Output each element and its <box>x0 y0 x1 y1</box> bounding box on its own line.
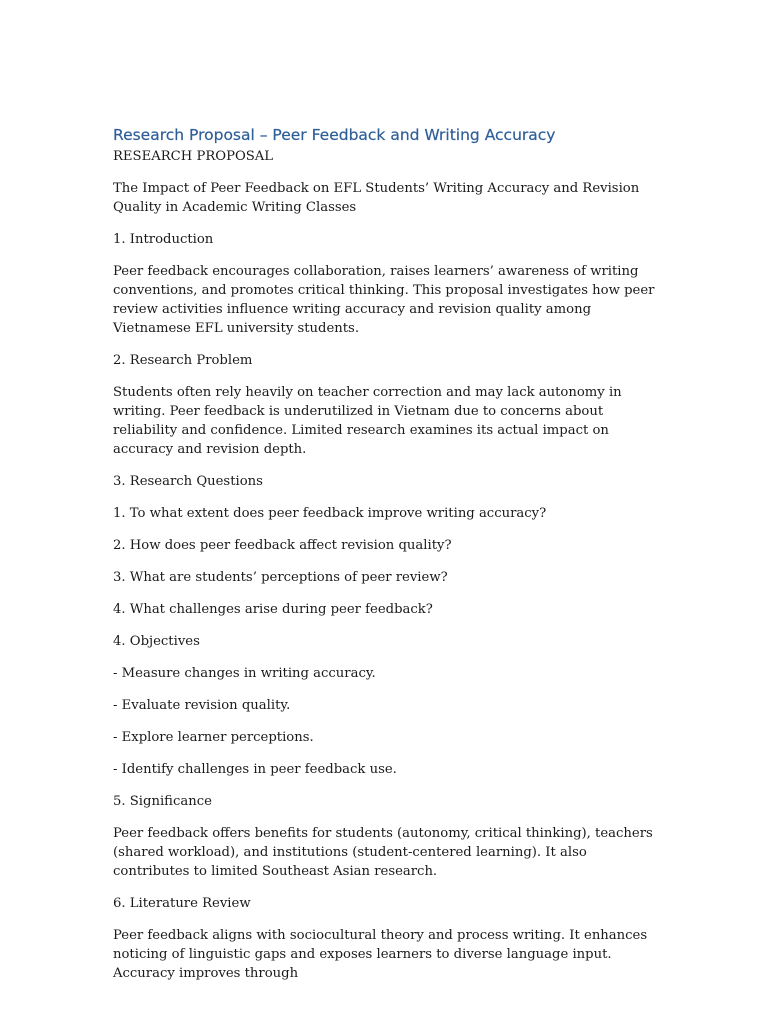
section-heading-literature-review: 6. Literature Review <box>113 896 251 911</box>
research-question-item: 1. To what extent does peer feedback improve writing accuracy? <box>113 506 547 521</box>
significance-paragraph: Peer feedback offers benefits for students (autonomy, critical thinking), teachers (shared workload), and institutions (student-centered learning). It also contributes to limited Southeast Asian research. <box>113 826 653 879</box>
proposal-full-title: The Impact of Peer Feedback on EFL Students’ Writing Accuracy and Revision Quality in Academic Writing Classes <box>113 181 640 215</box>
objective-item: - Explore learner perceptions. <box>113 730 314 745</box>
objective-item: - Identify challenges in peer feedback use. <box>113 762 397 777</box>
research-question-item: 2. How does peer feedback affect revision quality? <box>113 538 452 553</box>
introduction-paragraph: Peer feedback encourages collaboration, raises learners’ awareness of writing conventions, and promotes critical thinking. This proposal investigates how peer review activities influence writing accuracy and revision quality among Vietnamese EFL university students. <box>113 264 655 336</box>
section-heading-objectives: 4. Objectives <box>113 634 200 649</box>
document-title: Research Proposal – Peer Feedback and Writing Accuracy <box>113 126 556 144</box>
objective-item: - Evaluate revision quality. <box>113 698 291 713</box>
section-heading-introduction: 1. Introduction <box>113 232 214 247</box>
research-question-item: 4. What challenges arise during peer feedback? <box>113 602 433 617</box>
objective-item: - Measure changes in writing accuracy. <box>113 666 376 681</box>
proposal-label: RESEARCH PROPOSAL <box>113 149 274 164</box>
research-question-item: 3. What are students’ perceptions of peer review? <box>113 570 448 585</box>
literature-review-paragraph: Peer feedback aligns with sociocultural theory and process writing. It enhances noticing of linguistic gaps and exposes learners to diverse language input. Accuracy improves through <box>113 928 648 981</box>
document-page <box>113 124 658 996</box>
research-problem-paragraph: Students often rely heavily on teacher correction and may lack autonomy in writing. Peer feedback is underutilized in Vietnam due to concerns about reliability and confidence. Limited research examines its actual impact on accuracy and revision depth. <box>113 385 622 457</box>
section-heading-research-problem: 2. Research Problem <box>113 353 253 368</box>
section-heading-significance: 5. Significance <box>113 794 212 809</box>
section-heading-research-questions: 3. Research Questions <box>113 474 263 489</box>
